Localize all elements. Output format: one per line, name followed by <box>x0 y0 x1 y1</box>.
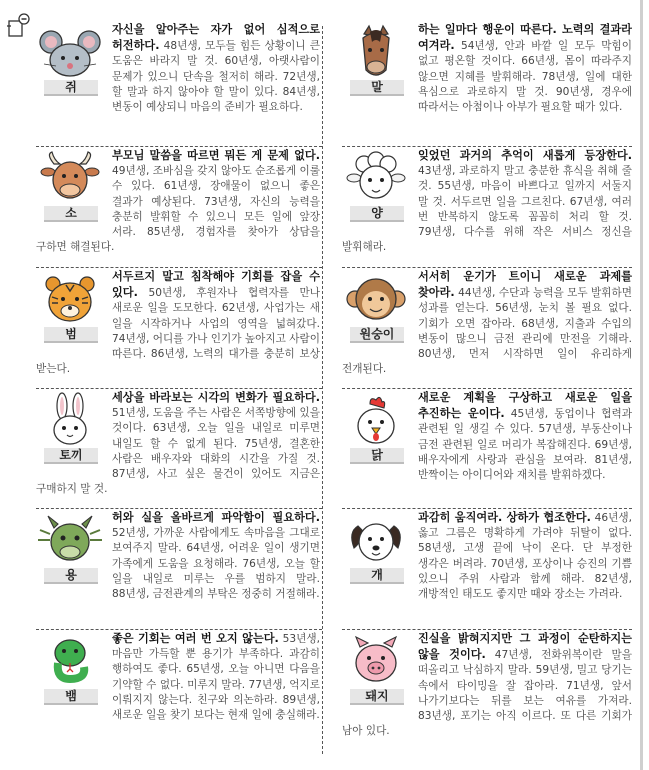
entry-monkey <box>342 269 632 391</box>
sign-label: 소 <box>44 206 98 222</box>
fortune-headline: 잊었던 과거의 추억이 새롭게 등장한다. <box>418 149 632 162</box>
rat-avatar <box>36 24 106 96</box>
fortune-headline: 허와 실을 올바르게 파악함이 필요하다. <box>112 511 320 524</box>
dog-avatar <box>342 512 412 584</box>
ox-icon <box>36 150 106 210</box>
fortune-headline: 새로운 계획을 구상하고 새로운 일을 추진하는 운이다. <box>418 391 632 421</box>
dragon-icon <box>36 512 106 572</box>
sheep-icon <box>342 150 412 210</box>
fortune-headline: 진실을 밝혀지지만 그 과정이 순탄하지는 않을 것이다. <box>418 632 632 662</box>
notice-icon <box>6 12 32 40</box>
sign-label: 쥐 <box>44 80 98 96</box>
entry-rabbit <box>36 390 320 512</box>
fortune-headline: 자신을 알아주는 자가 없어 심적으로 허전하다. <box>112 23 320 53</box>
fortune-headline: 부모님 말씀을 따르면 뭐든 게 문제 없다. <box>112 149 320 162</box>
fortune-body: 53년생, 마음만 가득할 뿐 용기가 부족하다. 과감히 행하여도 좋다. 65년생, 오늘 아니면 다음을 기약할 수 없다. 미루지 말라. 77년생, 억지로 이뤄지지 않는다. 친구와 의논하라. 89년생, 새로운 일을 찾기 보다는 현재 일에 충실해라. <box>112 633 320 722</box>
sign-label: 원숭이 <box>350 327 404 343</box>
entry-pig <box>342 631 632 753</box>
fortune-body: 52년생, 가까운 사람에게도 속마음을 그대로 보여주지 말라. 64년생, 어려운 일이 생기면 가족에게 도움을 요청해라. 76년생, 오늘 할 일을 내일로 미루는 우를 범하지 말라. 88년생, 금전관계의 부탁은 정중히 거절해라. <box>112 527 320 601</box>
fortune-headline: 서서히 운기가 트이니 새로운 과제를 찾아라. <box>418 270 632 300</box>
entry-dragon <box>36 510 320 632</box>
dog-icon <box>342 512 412 572</box>
sign-label: 양 <box>350 206 404 222</box>
fortune-body: 47년생, 전화위복이란 말을 떠올리고 낙심하지 말라. 59년생, 밀고 당기는 속에서 타이밍을 잘 잡아라. 71년생, 앞서 나가기보다는 뒤를 보는 여유를 가져라. 83년생, 포기는 아직 이르다. 또 다른 기회가 남아 있다. <box>342 649 632 738</box>
entry-tiger <box>36 269 320 391</box>
sign-label: 뱀 <box>44 689 98 705</box>
page-edge <box>640 0 643 770</box>
fortune-headline: 과감히 움직여라. 상하가 협조한다. <box>418 511 591 524</box>
fortune-body: 50년생, 후원자나 협력자를 만나 새로운 일을 도모한다. 62년생, 사업가는 새 일을 시작하거나 사업의 영역을 넓혀갔다. 74년생, 어디를 가나 인기가 높아지고 사람이 따른다. 86년생, 노력의 대가를 충분히 보상 받는다. <box>36 287 320 376</box>
entry-horse <box>342 22 632 144</box>
rabbit-avatar <box>36 392 106 464</box>
sign-label: 개 <box>350 568 404 584</box>
entry-rat <box>36 22 320 144</box>
row-divider <box>36 146 322 147</box>
fortune-body: 44년생, 수단과 능력을 모두 발휘하면 성과를 얻는다. 56년생, 눈치 볼 필요 없다. 기회가 오면 잡아라. 68년생, 지출과 수입의 변동이 많으니 금전 관리에 만전을 기해라. 80년생, 먼저 시작하면 일이 유리하게 전개된다. <box>342 287 632 376</box>
snake-icon <box>36 633 106 693</box>
sign-label: 범 <box>44 327 98 343</box>
sign-label: 돼지 <box>350 689 404 705</box>
fortune-headline: 좋은 기회는 여러 번 오지 않는다. <box>112 632 279 645</box>
fortune-body: 43년생, 과로하지 말고 충분한 휴식을 취해 줄 것. 55년생, 마음이 바쁘다고 일까지 서둘지 말 것. 서두르면 일을 그르친다. 67년생, 여러 번 반복하지 않도록 꼼꼼히 처리 할 것. 79년생, 다수를 위해 작은 서비스 정신을 발휘해라. <box>342 165 632 254</box>
rooster-icon <box>342 392 412 452</box>
pig-avatar <box>342 633 412 705</box>
fortune-body: 46년생, 옳고 그름은 명확하게 가려야 뒤탈이 없다. 58년생, 고생 끝에 낙이 온다. 단 부정한 생각은 버려라. 70년생, 포상이나 승진의 기쁨 있으니 주위 사람과 함께 해라. 82년생, 개방적인 태도도 좋지만 때와 장소는 가려라. <box>418 512 632 601</box>
entry-sheep <box>342 148 632 270</box>
sign-label: 용 <box>44 568 98 584</box>
pig-icon <box>342 633 412 693</box>
rabbit-icon <box>36 392 106 452</box>
sign-label: 말 <box>350 80 404 96</box>
sign-label: 닭 <box>350 448 404 464</box>
rat-icon <box>36 24 106 84</box>
dragon-avatar <box>36 512 106 584</box>
rooster-avatar <box>342 392 412 464</box>
horse-avatar <box>342 24 412 96</box>
monkey-avatar <box>342 271 412 343</box>
fortune-body: 48년생, 모두들 힘든 상황이니 큰 도움은 바라지 말 것. 60년생, 아랫사람이 문제가 있으니 단속을 철저히 해라. 72년생, 할 말과 하지 않아야 할 말이 있다. 84년생, 변동이 예상되니 마음의 준비가 필요하다. <box>112 40 320 114</box>
snake-avatar <box>36 633 106 705</box>
fortune-body: 45년생, 동업이나 협력과 관련된 일 생길 수 있다. 57년생, 부동산이나 금전 관련된 일로 머리가 복잡해진다. 69년생, 배우자에게 사랑과 관심을 보여라. 81년생, 반짝이는 아이디어와 재치를 발휘하겠다. <box>418 408 632 482</box>
row-divider <box>342 146 632 147</box>
sheep-avatar <box>342 150 412 222</box>
ox-avatar <box>36 150 106 222</box>
fortune-headline: 서두르지 말고 침착해야 기회를 잡을 수 있다. <box>112 270 320 300</box>
horse-icon <box>342 24 412 84</box>
sign-label: 토끼 <box>44 448 98 464</box>
column-divider <box>322 26 323 754</box>
fortune-headline: 세상을 바라보는 시각의 변화가 필요하다. <box>112 391 320 404</box>
tiger-icon <box>36 271 106 331</box>
fortune-body: 51년생, 도움을 주는 사람은 서쪽방향에 있을 것이다. 63년생, 오늘 일을 내일로 미루면 내일도 할 수 없게 된다. 75년생, 결혼한 사람은 배우자와 대화의 시간을 가질 것. 87년생, 사고 싶은 물건이 있어도 지금은 구매하지 말 것. <box>36 407 320 496</box>
monkey-icon <box>342 271 412 331</box>
fortune-headline: 하는 일마다 행운이 따른다. 노력의 결과라 여겨라. <box>418 23 632 53</box>
entry-snake <box>36 631 320 753</box>
entry-dog <box>342 510 632 632</box>
fortune-body: 54년생, 안과 바깥 일 모두 막힘이 없고 평온할 것이다. 66년생, 몸이 따라주지 않으면 지혜를 발휘해라. 78년생, 일에 대한 욕심으로 과로하지 말 것. 90년생, 경우에 따라서는 아첨이나 아부가 필요할 때가 있다. <box>418 40 632 114</box>
entry-rooster <box>342 390 632 512</box>
tiger-avatar <box>36 271 106 343</box>
fortune-body: 49년생, 조바심을 갖지 않아도 순조롭게 이룰 수 있다. 61년생, 장애물이 없으니 좋은 결과가 예상된다. 73년생, 자신의 능력을 충분히 발휘할 수 있으니 모든 일에 앞장 서라. 85년생, 경험자를 찾아가 상담을 구하면 해결된다. <box>36 165 320 254</box>
entry-ox <box>36 148 320 270</box>
